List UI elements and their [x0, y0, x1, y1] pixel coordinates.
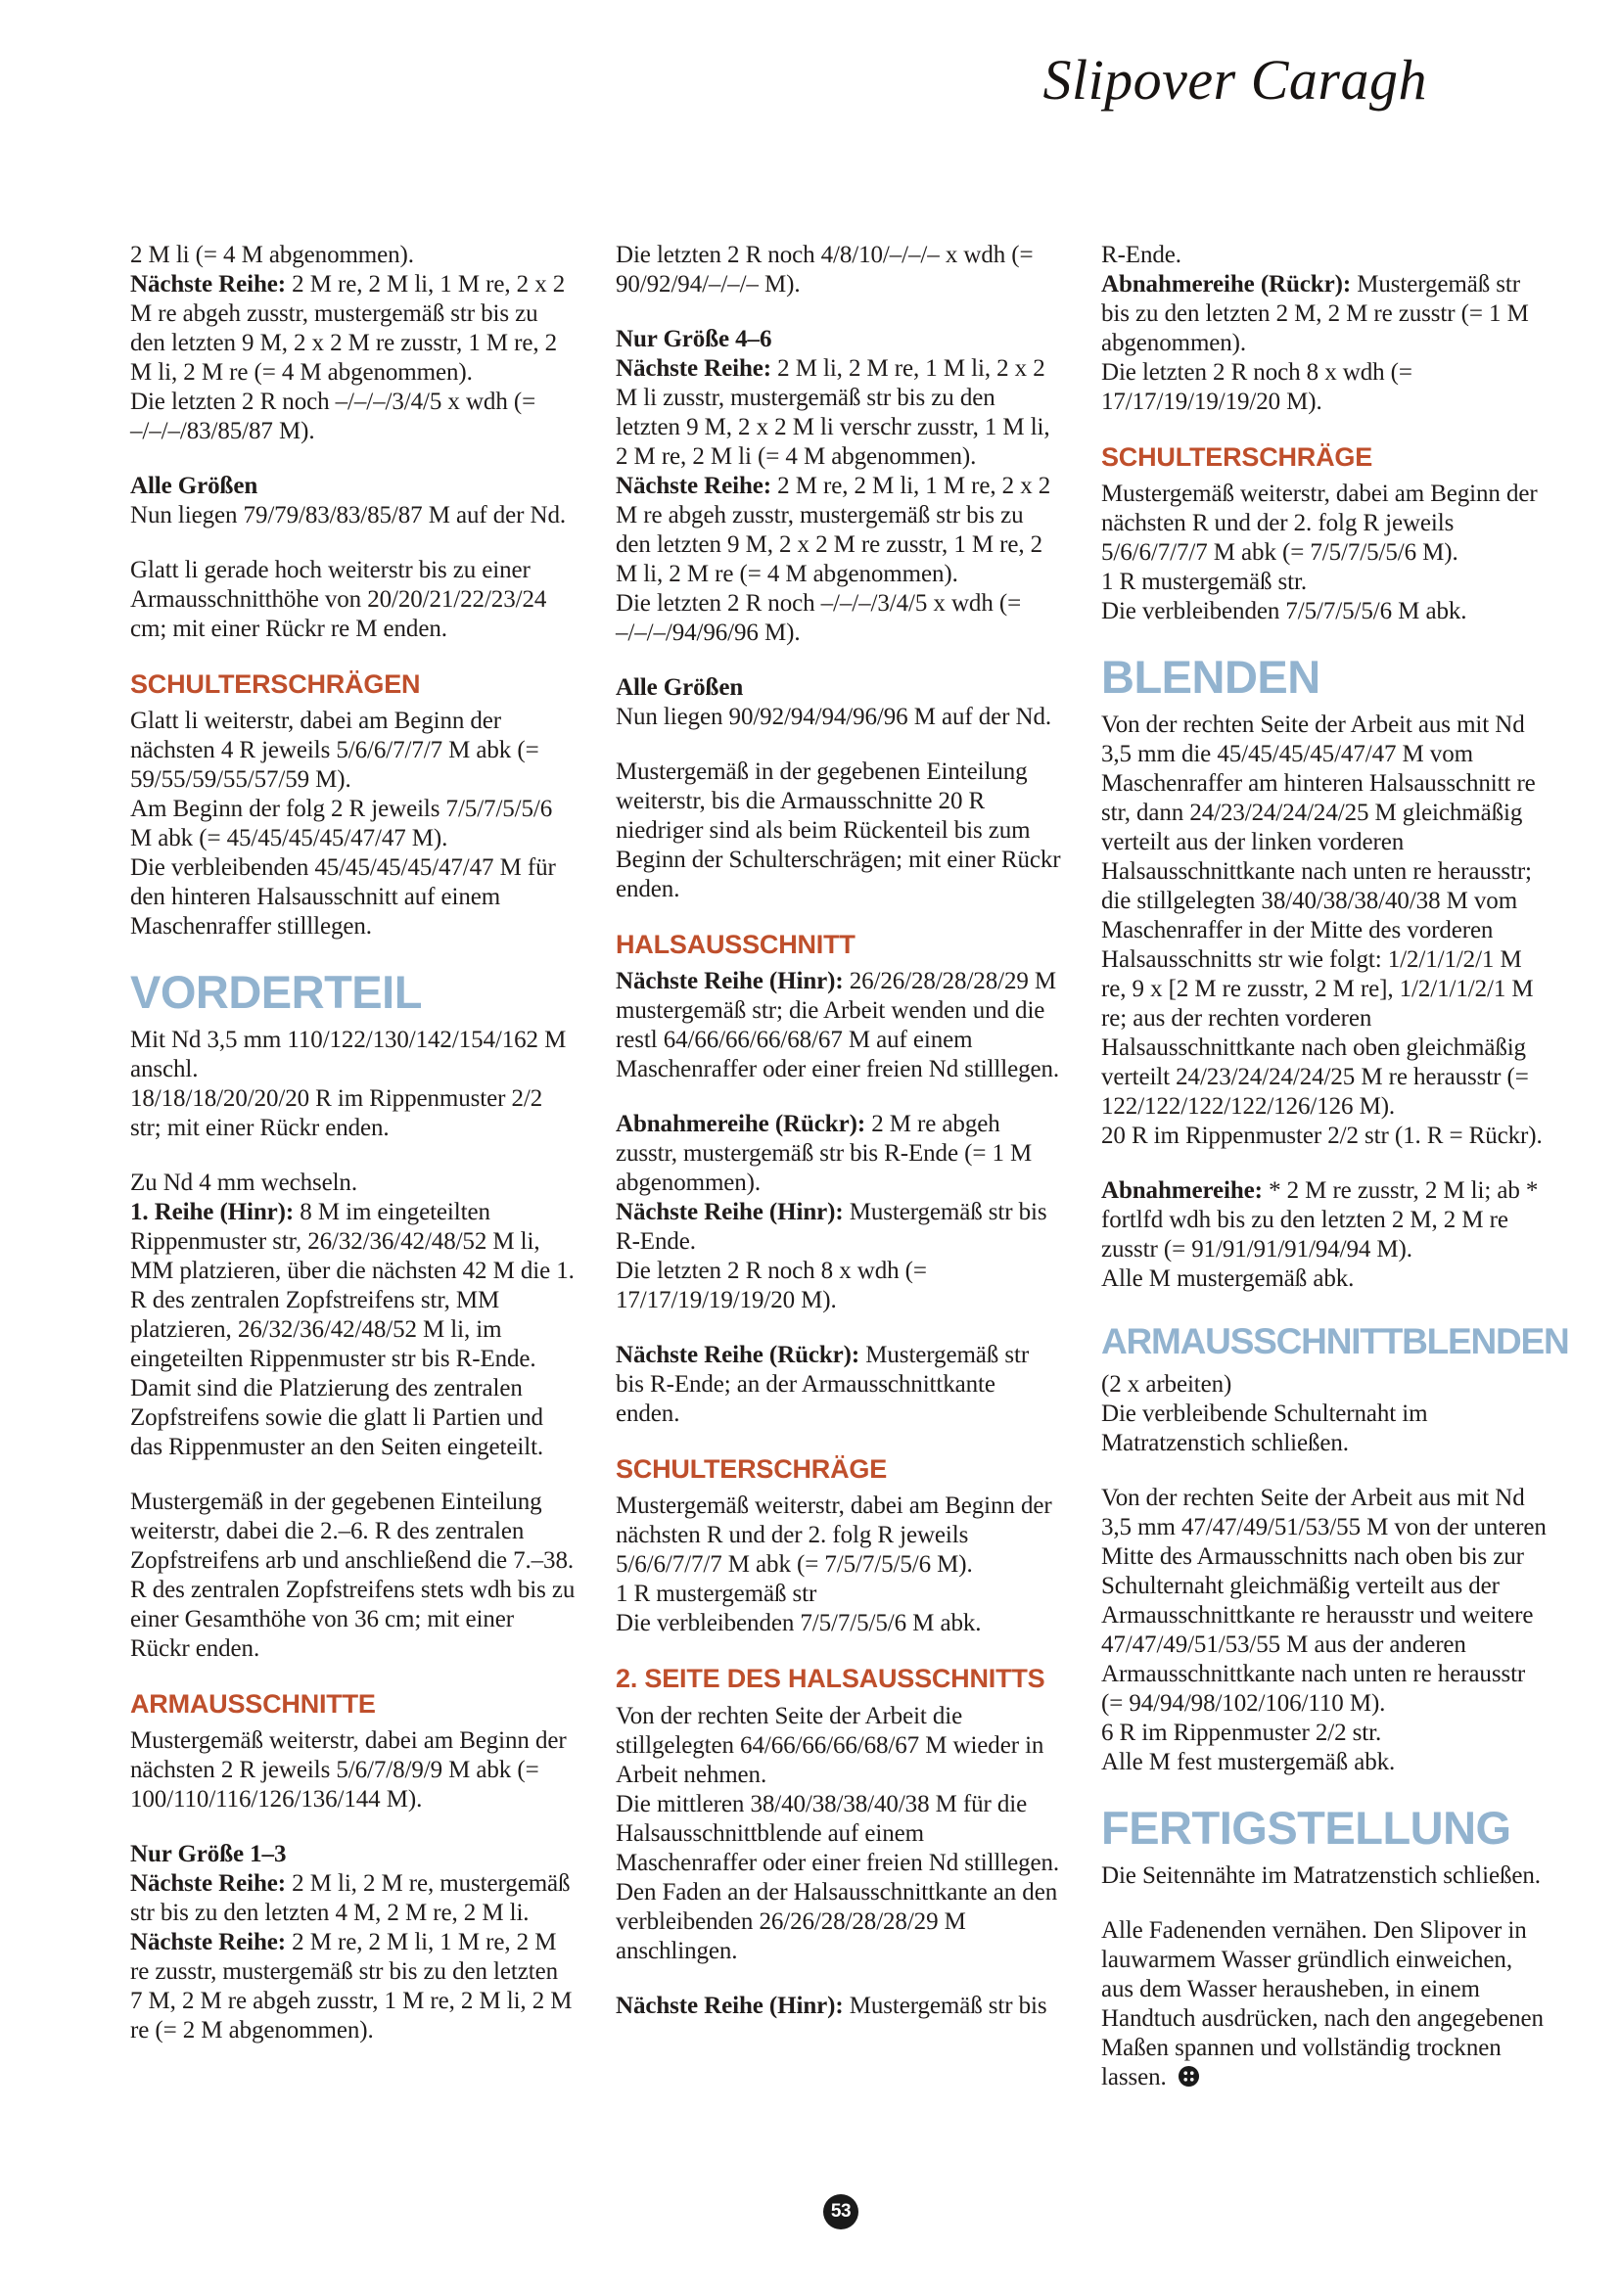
paragraph-spacer — [130, 1462, 576, 1488]
paragraph — [616, 241, 1061, 299]
paragraph — [1101, 711, 1547, 1122]
text-run: 2 M li, 2 M re, 1 M li, 2 x 2 M li zusstr, mustergemäß str bis zu den letzten 9 M, 2 x 2 M li verschr zusstr, 1 M li, 2 M re, 2 M li (= 4 M abgenommen). — [616, 355, 1050, 470]
bold-run: 1. Reihe (Hinr): — [130, 1199, 301, 1226]
bold-run: Alle Größen — [616, 674, 744, 701]
text-run: 2 M li (= 4 M abgenommen). — [130, 242, 414, 268]
paragraph — [1101, 241, 1547, 270]
bold-run: Nächste Reihe (Hinr): — [616, 1992, 850, 2019]
paragraph — [130, 1374, 576, 1462]
text-run: Am Beginn der folg 2 R jeweils 7/5/7/5/5/6 M abk (= 45/45/45/45/47/47 M). — [130, 796, 553, 852]
text-run: Alle Fadenenden vernähen. Den Slipover in lauwarmem Wasser gründlich einweichen, aus dem Wasser herausheben, in einem Handtuch ausdrücken, nach den angegebenen Maßen spannen und vollständig trocknen lassen. — [1101, 1916, 1544, 2090]
text-run: R-Ende. — [1101, 242, 1181, 268]
paragraph — [130, 241, 576, 270]
bold-run: Nächste Reihe: — [616, 473, 778, 499]
bold-run: Abnahmereihe (Rückr): — [616, 1111, 872, 1138]
text-run: 2 M re abgeh zusstr, mustergemäß str bis R-Ende (= 1 M abgenommen). — [616, 1111, 1033, 1197]
paragraph — [1101, 1400, 1547, 1458]
paragraph — [616, 1341, 1061, 1429]
text-run: Die letzten 2 R noch –/–/–/3/4/5 x wdh (= –/–/–/83/85/87 M). — [130, 389, 536, 444]
text-run: Mustergemäß str bis R-Ende. — [616, 1199, 1047, 1256]
bold-run: Nächste Reihe: — [130, 1870, 293, 1898]
paragraph — [616, 1492, 1061, 1580]
paragraph — [130, 1026, 576, 1084]
paragraph — [616, 1257, 1061, 1315]
bold-run: Abnahmereihe: — [1101, 1177, 1270, 1205]
text-run: Die Seitennähte im Matratzenstich schließen. — [1101, 1861, 1541, 1889]
major-heading: BLENDEN — [1101, 651, 1320, 704]
text-run: Von der rechten Seite der Arbeit die stillgelegten 64/66/66/66/68/67 M wieder in Arbeit nehmen. — [616, 1702, 1044, 1788]
text-run: Die verbleibenden 7/5/7/5/5/6 M abk. — [616, 1610, 982, 1637]
paragraph — [1101, 1484, 1547, 1719]
bold-run: Nächste Reihe (Hinr): — [616, 1199, 850, 1226]
text-run: Die verbleibenden 45/45/45/45/47/47 M für den hinteren Halsausschnitt auf einem Maschenraffer stilllegen. — [130, 854, 556, 941]
bold-run: Nächste Reihe (Rückr): — [616, 1342, 866, 1369]
paragraph — [616, 967, 1061, 1084]
column — [130, 241, 576, 2045]
text-run: Mustergemäß weiterstr, dabei am Beginn der nächsten R und der 2. folg R jeweils 5/6/6/7/7/7 M abk (= 7/5/7/5/5/6 M). — [616, 1492, 1052, 1579]
text-run: Glatt li gerade hoch weiterstr bis zu einer Armausschnitthöhe von 20/20/21/22/23/24 cm; mit einer Rückr re M enden. — [130, 557, 547, 642]
text-run: Die verbleibenden 7/5/7/5/5/6 M abk. — [1101, 598, 1467, 625]
paragraph — [1101, 1916, 1547, 2092]
text-run: Die letzten 2 R noch 4/8/10/–/–/– x wdh (= 90/92/94/–/–/– M). — [616, 242, 1034, 298]
text-run: Von der rechten Seite der Arbeit aus mit Nd 3,5 mm die 45/45/45/45/47/47 M vom Maschenraffer am hinteren Halsausschnitt re str, dann 24/23/24/24/24/25 M gleichmäßig verteilt aus der linken vorderen Halsausschnittkante nach unten re herausstr; die stillgelegten 38/40/38/38/40/38 M vom Maschenraffer in der Mitte des vorderen Halsausschnitts str wie folgt: 1/2/1/1/2/1 M re, 9 x [2 M re zusstr, 2 M re], 1/2/1/1/2/1 M re; aus der rechten vorderen Halsausschnittkante nach oben gleichmäßig verteilt 24/23/24/24/24/25 M re herausstr (= 122/122/122/122/126/126 M). — [1101, 712, 1536, 1121]
text-run: Alle M fest mustergemäß abk. — [1101, 1748, 1396, 1775]
text-run: Mustergemäß in der gegebenen Einteilung weiterstr, bis die Armausschnitte 20 R niedriger sind als beim Rückenteil bis zum Beginn der Schulterschrägen; mit einer Rückr enden. — [616, 758, 1061, 902]
section-heading: HALSAUSSCHNITT — [616, 930, 856, 959]
paragraph — [130, 795, 576, 853]
text-run: Mustergemäß weiterstr, dabei am Beginn der nächsten 2 R jeweils 5/6/7/8/9/9 M abk (= 100/110/116/126/136/144 M). — [130, 1727, 567, 1814]
text-run: * 2 M re zusstr, 2 M li; ab * fortlfd wdh bis zu den letzten 2 M, 2 M re zusstr (= 91/91/91/91/94/94 M). — [1101, 1177, 1539, 1263]
paragraph — [1101, 1861, 1547, 1891]
paragraph — [616, 325, 1061, 354]
paragraph-spacer — [616, 1966, 1061, 1992]
bold-run: Nächste Reihe (Hinr): — [616, 968, 850, 995]
paragraph — [1101, 480, 1547, 568]
section-heading: ARMAUSSCHNITTE — [130, 1689, 376, 1720]
text-run: 2 M re, 2 M li, 1 M re, 2 M re zusstr, mustergemäß str bis zu den letzten 7 M, 2 M re abgeh zusstr, 1 M re, 2 M li, 2 M re (= 2 M abgenommen). — [130, 1929, 573, 2044]
paragraph — [1101, 1122, 1547, 1151]
text-run: Mustergemäß str bis R-Ende; an der Armausschnittkante enden. — [616, 1342, 1030, 1428]
text-run: Alle M mustergemäß abk. — [1101, 1265, 1355, 1293]
paragraph — [130, 1869, 576, 1928]
paragraph — [1101, 1176, 1547, 1264]
paragraph — [1101, 568, 1547, 597]
paragraph — [1101, 270, 1547, 358]
text-run: 6 R im Rippenmuster 2/2 str. — [1101, 1719, 1382, 1746]
major-heading: VORDERTEIL — [130, 966, 422, 1019]
text-run: 1 R mustergemäß str — [616, 1581, 817, 1608]
text-run: Mustergemäß in der gegebenen Einteilung weiterstr, dabei die 2.–6. R des zentralen Zopfstreifens arb und anschließend die 7.–38. R des zentralen Zopfstreifens stets wdh bis zu einer Gesamthöhe von 36 cm; mit einer Rückr enden. — [130, 1489, 576, 1663]
paragraph — [130, 707, 576, 795]
text-run: Die letzten 2 R noch 8 x wdh (= 17/17/19/19/19/20 M). — [1101, 359, 1412, 415]
paragraph — [130, 1488, 576, 1664]
text-run: Die mittleren 38/40/38/38/40/38 M für die Halsausschnittblende auf einem Maschenraffer oder einer freien Nd stilllegen. — [616, 1790, 1060, 1876]
paragraph — [130, 1084, 576, 1143]
paragraph — [1101, 1719, 1547, 1748]
section-heading: SCHULTERSCHRÄGE — [1101, 442, 1373, 472]
paragraph-spacer — [130, 530, 576, 556]
bold-run: Nächste Reihe: — [130, 271, 293, 298]
text-run: 18/18/18/20/20/20 R im Rippenmuster 2/2 str; mit einer Rückr enden. — [130, 1085, 543, 1142]
text-run: 2 M li, 2 M re, mustergemäß str bis zu den letzten 4 M, 2 M re, 2 M li. — [130, 1870, 571, 1927]
text-run: Nun liegen 90/92/94/94/96/96 M auf der Nd. — [616, 704, 1052, 730]
paragraph — [616, 1702, 1061, 1790]
paragraph — [130, 1928, 576, 2045]
section-heading: SCHULTERSCHRÄGEN — [130, 669, 421, 699]
bold-run: Nächste Reihe: — [616, 355, 778, 382]
text-run: Den Faden an der Halsausschnittkante an den verbleibenden 26/26/28/28/28/29 M anschlingen. — [616, 1878, 1058, 1964]
paragraph — [616, 1580, 1061, 1609]
section-heading: 2. SEITE DES HALSAUSSCHNITTS — [616, 1664, 1045, 1694]
paragraph — [616, 1110, 1061, 1198]
column — [1101, 241, 1569, 2092]
paragraph — [1101, 1748, 1547, 1777]
bold-run: Nur Größe 4–6 — [616, 326, 772, 352]
paragraph — [616, 472, 1061, 589]
paragraph — [130, 388, 576, 446]
paragraph — [1101, 358, 1547, 417]
text-run: Mit Nd 3,5 mm 110/122/130/142/154/162 M anschl. — [130, 1027, 567, 1083]
major-heading: ARMAUSSCHNITTBLENDEN — [1101, 1321, 1569, 1362]
page-number: 53 — [830, 2201, 852, 2222]
paragraph — [130, 1198, 576, 1374]
text-run: Die verbleibende Schulternaht im Matratzenstich schließen. — [1101, 1400, 1428, 1456]
text-run: Glatt li weiterstr, dabei am Beginn der nächsten 4 R jeweils 5/6/6/7/7/7 M abk (= 59/55/59/55/57/59 M). — [130, 708, 539, 794]
paragraph — [1101, 597, 1547, 626]
text-run: 8 M im eingeteilten Rippenmuster str, 26/32/36/42/48/52 M li, MM platzieren, über die nächsten 42 M die 1. R des zentralen Zopfstreifens str, MM platzieren, 26/32/36/42/48/52 M li, im eingeteilten Rippenmuster str bis R-Ende. — [130, 1199, 575, 1373]
text-run: Mustergemäß str bis — [849, 1992, 1047, 2019]
paragraph — [616, 1198, 1061, 1257]
paragraph — [130, 472, 576, 501]
page-title: Slipover Caragh — [1042, 48, 1427, 112]
paragraph-spacer — [130, 446, 576, 472]
major-heading: FERTIGSTELLUNG — [1101, 1801, 1511, 1854]
page-number-badge — [823, 2194, 858, 2229]
text-run: Nun liegen 79/79/83/83/85/87 M auf der Nd. — [130, 502, 567, 528]
paragraph — [130, 270, 576, 388]
text-columns — [130, 241, 1569, 2092]
paragraph-spacer — [616, 648, 1061, 673]
paragraph — [1101, 1264, 1547, 1294]
paragraph — [616, 673, 1061, 703]
paragraph — [130, 1726, 576, 1814]
paragraph — [130, 853, 576, 941]
paragraph-spacer — [616, 299, 1061, 325]
bold-run: Nur Größe 1–3 — [130, 1841, 287, 1868]
paragraph-spacer — [616, 732, 1061, 758]
text-run: Von der rechten Seite der Arbeit aus mit Nd 3,5 mm 47/47/49/51/53/55 M von der unteren Mitte des Armausschnitts nach oben bis zur Schulternaht gleichmäßig verteilt aus der Armausschnittkante re herausstr und weitere 47/47/49/51/53/55 M aus der anderen Armausschnittkante nach unten re herausstr (= 94/94/98/102/106/110 M). — [1101, 1484, 1547, 1717]
paragraph — [616, 1609, 1061, 1638]
paragraph — [616, 1790, 1061, 1878]
text-run: (2 x arbeiten) — [1101, 1370, 1232, 1398]
paragraph — [616, 758, 1061, 904]
text-run: Die letzten 2 R noch –/–/–/3/4/5 x wdh (= –/–/–/94/96/96 M). — [616, 590, 1022, 646]
paragraph — [130, 1840, 576, 1869]
paragraph — [130, 501, 576, 530]
text-run: 2 M re, 2 M li, 1 M re, 2 x 2 M re abgeh zusstr, mustergemäß str bis zu den letzten 9 M, 2 x 2 M re zusstr, 1 M re, 2 M li, 2 M re (= 4 M abgenommen). — [616, 473, 1051, 587]
paragraph — [130, 556, 576, 644]
text-run: 2 M re, 2 M li, 1 M re, 2 x 2 M re abgeh zusstr, mustergemäß str bis zu den letzten 9 M, 2 x 2 M re zusstr, 1 M re, 2 M li, 2 M re (= 4 M abgenommen). — [130, 271, 566, 386]
bold-run: Abnahmereihe (Rückr): — [1101, 271, 1358, 298]
paragraph-spacer — [1101, 1891, 1547, 1916]
text-run: Die letzten 2 R noch 8 x wdh (= 17/17/19/19/19/20 M). — [616, 1258, 927, 1314]
paragraph — [616, 1878, 1061, 1966]
paragraph-spacer — [616, 1084, 1061, 1110]
paragraph — [616, 354, 1061, 472]
paragraph — [616, 589, 1061, 648]
paragraph — [130, 1169, 576, 1198]
button-icon — [1178, 2065, 1200, 2088]
section-heading: SCHULTERSCHRÄGE — [616, 1454, 888, 1485]
paragraph — [1101, 1370, 1547, 1400]
paragraph-spacer — [616, 1315, 1061, 1341]
paragraph — [616, 1992, 1061, 2021]
text-run: Damit sind die Platzierung des zentralen Zopfstreifens sowie die glatt li Partien und das Rippenmuster an den Seiten eingeteilt. — [130, 1375, 544, 1461]
paragraph-spacer — [1101, 1458, 1547, 1484]
text-run: 20 R im Rippenmuster 2/2 str (1. R = Rückr). — [1101, 1123, 1543, 1150]
bold-run: Nächste Reihe: — [130, 1929, 293, 1956]
paragraph-spacer — [130, 1143, 576, 1169]
text-run: Zu Nd 4 mm wechseln. — [130, 1170, 357, 1197]
text-run: Mustergemäß weiterstr, dabei am Beginn der nächsten R und der 2. folg R jeweils 5/6/6/7/7/7 M abk (= 7/5/7/5/5/6 M). — [1101, 481, 1538, 567]
column — [616, 241, 1061, 2021]
text-run: 26/26/28/28/28/29 M mustergemäß str; die Arbeit wenden und die restl 64/66/66/66/68/67 M auf einem Maschenraffer oder einer freien Nd stilllegen. — [616, 968, 1060, 1083]
paragraph-spacer — [130, 1814, 576, 1840]
paragraph — [616, 703, 1061, 732]
text-run: Mustergemäß str bis zu den letzten 2 M, 2 M re zusstr (= 1 M abgenommen). — [1101, 271, 1529, 356]
bold-run: Alle Größen — [130, 473, 258, 499]
paragraph-spacer — [1101, 1151, 1547, 1176]
text-run: 1 R mustergemäß str. — [1101, 569, 1308, 596]
